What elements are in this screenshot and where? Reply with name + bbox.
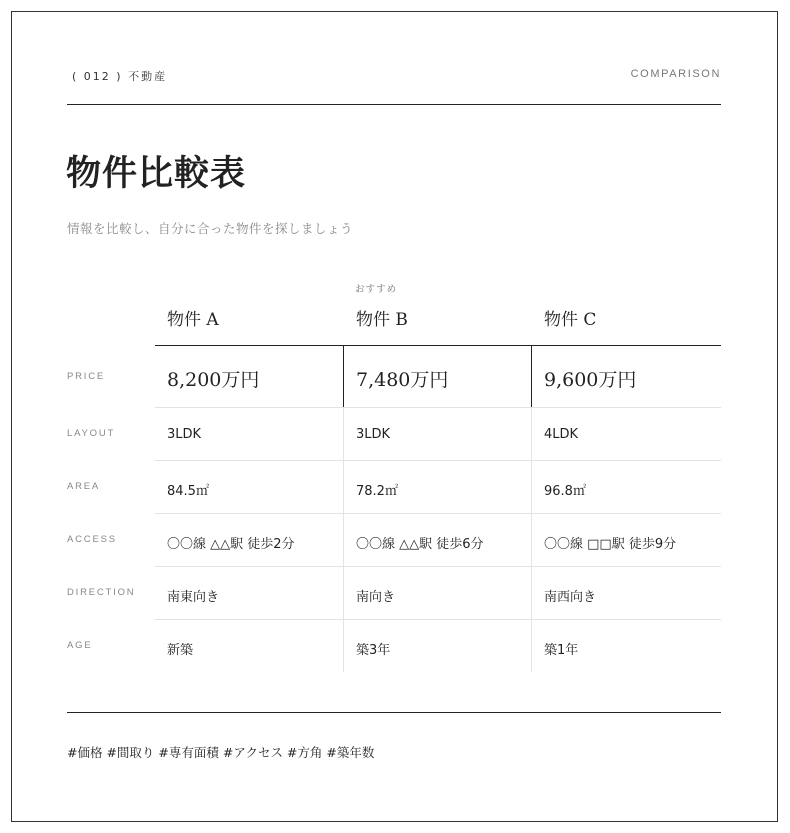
footer-divider bbox=[67, 712, 721, 713]
price-value-c: 9,600万円 bbox=[544, 369, 637, 391]
area-value-b: 78.2㎡ bbox=[356, 484, 398, 499]
access-value-a: 〇〇線 △△駅 徒歩2分 bbox=[167, 537, 295, 552]
column-header-c: 物件 C bbox=[544, 310, 597, 330]
layout-value-a: 3LDK bbox=[167, 427, 202, 442]
row-divider bbox=[155, 407, 721, 408]
layout-value-c: 4LDK bbox=[544, 427, 579, 442]
price-column-divider bbox=[343, 346, 344, 407]
access-value-c: 〇〇線 □□駅 徒歩9分 bbox=[544, 537, 677, 552]
table-header-divider bbox=[155, 345, 721, 346]
price-value-b: 7,480万円 bbox=[356, 369, 449, 391]
page-subtitle: 情報を比較し、自分に合った物件を探しましょう bbox=[67, 221, 354, 236]
issue-label: ( 012 ) 不動産 bbox=[72, 70, 168, 83]
row-divider bbox=[155, 566, 721, 567]
column-divider bbox=[531, 407, 532, 672]
recommended-label: おすすめ bbox=[355, 284, 398, 295]
tag-list: #価格 #間取り #専有面積 #アクセス #方角 #築年数 bbox=[67, 745, 375, 760]
age-value-b: 築3年 bbox=[356, 643, 391, 658]
row-label-age: AGE bbox=[67, 640, 93, 651]
row-label-layout: LAYOUT bbox=[67, 428, 116, 439]
page-title: 物件比較表 bbox=[66, 153, 247, 194]
row-divider bbox=[155, 513, 721, 514]
age-value-a: 新築 bbox=[167, 643, 194, 658]
row-label-price: PRICE bbox=[67, 371, 106, 382]
access-value-b: 〇〇線 △△駅 徒歩6分 bbox=[356, 537, 484, 552]
section-label: COMPARISON bbox=[630, 68, 721, 80]
row-divider bbox=[155, 619, 721, 620]
row-label-access: ACCESS bbox=[67, 534, 117, 545]
column-header-a: 物件 A bbox=[167, 310, 219, 330]
age-value-c: 築1年 bbox=[544, 643, 579, 658]
area-value-c: 96.8㎡ bbox=[544, 484, 586, 499]
column-divider bbox=[343, 407, 344, 672]
row-label-direction: DIRECTION bbox=[67, 587, 136, 598]
price-column-divider bbox=[531, 346, 532, 407]
direction-value-c: 南西向き bbox=[544, 590, 597, 605]
column-header-b: 物件 B bbox=[356, 310, 408, 330]
layout-value-b: 3LDK bbox=[356, 427, 391, 442]
price-value-a: 8,200万円 bbox=[167, 369, 260, 391]
area-value-a: 84.5㎡ bbox=[167, 484, 209, 499]
row-label-area: AREA bbox=[67, 481, 101, 492]
direction-value-a: 南東向き bbox=[167, 590, 220, 605]
row-divider bbox=[155, 460, 721, 461]
direction-value-b: 南向き bbox=[356, 590, 396, 605]
